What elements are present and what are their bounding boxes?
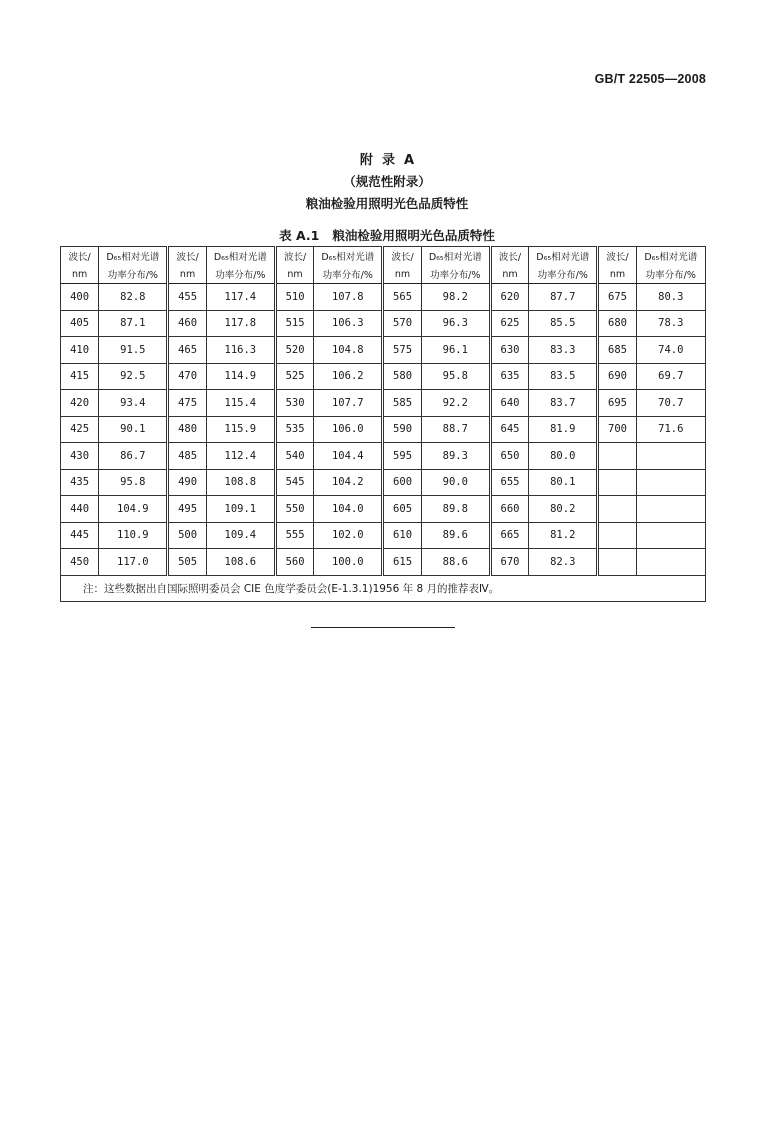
table-note-row [61,575,706,601]
spd-value-cell: 83.7 [529,390,598,417]
spd-value-cell: 87.7 [529,284,598,311]
spd-value-cell: 104.2 [314,469,383,496]
spd-value-cell: 90.0 [421,469,490,496]
table-row [61,416,706,443]
table-row [61,549,706,576]
wavelength-cell: 425 [61,416,99,443]
end-rule [311,627,455,628]
spd-value-cell: 104.0 [314,496,383,523]
wavelength-cell: 460 [168,310,206,337]
table-row [61,390,706,417]
spd-value-cell: 70.7 [636,390,705,417]
spd-value-cell: 89.8 [421,496,490,523]
spd-value-cell: 95.8 [421,363,490,390]
wavelength-cell: 555 [275,522,313,549]
spd-value-cell [636,443,705,470]
spd-value-cell: 117.8 [206,310,275,337]
spd-value-cell: 112.4 [206,443,275,470]
wavelength-cell: 435 [61,469,99,496]
header-wavelength: 波长/ [490,247,528,266]
wavelength-cell: 525 [275,363,313,390]
spd-value-cell: 80.0 [529,443,598,470]
table-caption: 表 A.1 粮油检验用照明光色品质特性 [279,228,495,243]
wavelength-cell: 440 [61,496,99,523]
spd-value-cell: 78.3 [636,310,705,337]
annex-normative-label: （规范性附录） [343,174,431,189]
header-relative-spd: D₆₅相对光谱 [636,247,705,266]
header-relative-spd-unit: 功率分布/% [99,265,168,284]
wavelength-cell: 660 [490,496,528,523]
header-wavelength-unit: nm [490,265,528,284]
wavelength-cell: 695 [598,390,636,417]
wavelength-cell [598,522,636,549]
spd-value-cell: 93.4 [99,390,168,417]
wavelength-cell: 405 [61,310,99,337]
spd-value-cell: 89.6 [421,522,490,549]
spd-value-cell: 69.7 [636,363,705,390]
spd-value-cell: 96.3 [421,310,490,337]
spd-value-cell: 83.3 [529,337,598,364]
wavelength-cell: 610 [383,522,421,549]
table-row [61,284,706,311]
spd-value-cell: 108.8 [206,469,275,496]
wavelength-cell [598,549,636,576]
wavelength-cell: 605 [383,496,421,523]
header-relative-spd-unit: 功率分布/% [421,265,490,284]
header-wavelength: 波长/ [168,247,206,266]
spd-value-cell: 88.6 [421,549,490,576]
wavelength-cell: 465 [168,337,206,364]
spd-value-cell: 104.8 [314,337,383,364]
wavelength-cell: 510 [275,284,313,311]
header-relative-spd: D₆₅相对光谱 [99,247,168,266]
table-note: 注：这些数据出自国际照明委员会 CIE 色度学委员会(E-1.3.1)1956 年 8 月的推荐表Ⅳ。 [61,575,706,601]
spectral-power-table [60,246,706,602]
wavelength-cell: 625 [490,310,528,337]
wavelength-cell: 490 [168,469,206,496]
spd-value-cell: 81.2 [529,522,598,549]
wavelength-cell: 415 [61,363,99,390]
wavelength-cell: 400 [61,284,99,311]
wavelength-cell: 670 [490,549,528,576]
wavelength-cell: 630 [490,337,528,364]
spd-value-cell: 81.9 [529,416,598,443]
spd-value-cell: 74.0 [636,337,705,364]
spd-value-cell: 102.0 [314,522,383,549]
header-wavelength: 波长/ [275,247,313,266]
wavelength-cell: 600 [383,469,421,496]
spd-value-cell: 104.4 [314,443,383,470]
table-body [61,247,706,602]
spd-value-cell: 107.8 [314,284,383,311]
wavelength-cell: 595 [383,443,421,470]
spd-value-cell: 100.0 [314,549,383,576]
spd-value-cell: 82.3 [529,549,598,576]
table-header-row-top [61,247,706,266]
wavelength-cell: 485 [168,443,206,470]
wavelength-cell: 495 [168,496,206,523]
spd-value-cell: 115.9 [206,416,275,443]
table-row [61,337,706,364]
wavelength-cell: 550 [275,496,313,523]
wavelength-cell: 545 [275,469,313,496]
standard-code: GB/T 22505—2008 [594,72,706,86]
spd-value-cell: 108.6 [206,549,275,576]
wavelength-cell: 680 [598,310,636,337]
header-relative-spd: D₆₅相对光谱 [421,247,490,266]
spd-value-cell [636,549,705,576]
spd-value-cell: 82.8 [99,284,168,311]
spd-value-cell: 114.9 [206,363,275,390]
wavelength-cell: 520 [275,337,313,364]
spd-value-cell: 85.5 [529,310,598,337]
header-wavelength: 波长/ [598,247,636,266]
table-row [61,522,706,549]
spd-value-cell: 106.3 [314,310,383,337]
spd-value-cell [636,496,705,523]
wavelength-cell: 620 [490,284,528,311]
annex-title: 粮油检验用照明光色品质特性 [305,196,469,211]
wavelength-cell [598,443,636,470]
wavelength-cell: 535 [275,416,313,443]
spd-value-cell: 107.7 [314,390,383,417]
wavelength-cell: 470 [168,363,206,390]
table-row [61,310,706,337]
header-relative-spd-unit: 功率分布/% [206,265,275,284]
spd-value-cell: 88.7 [421,416,490,443]
wavelength-cell: 570 [383,310,421,337]
wavelength-cell: 635 [490,363,528,390]
header-wavelength-unit: nm [598,265,636,284]
header-wavelength-unit: nm [383,265,421,284]
wavelength-cell: 685 [598,337,636,364]
spd-value-cell: 80.2 [529,496,598,523]
spd-value-cell: 95.8 [99,469,168,496]
header-wavelength-unit: nm [61,265,99,284]
wavelength-cell: 480 [168,416,206,443]
spd-value-cell: 86.7 [99,443,168,470]
header-wavelength-unit: nm [168,265,206,284]
spd-value-cell: 92.2 [421,390,490,417]
wavelength-cell: 500 [168,522,206,549]
spd-value-cell: 109.1 [206,496,275,523]
wavelength-cell: 505 [168,549,206,576]
spd-value-cell: 115.4 [206,390,275,417]
spd-value-cell: 109.4 [206,522,275,549]
header-relative-spd: D₆₅相对光谱 [529,247,598,266]
wavelength-cell: 565 [383,284,421,311]
header-relative-spd-unit: 功率分布/% [314,265,383,284]
spd-value-cell: 110.9 [99,522,168,549]
wavelength-cell [598,469,636,496]
spd-value-cell: 71.6 [636,416,705,443]
wavelength-cell: 430 [61,443,99,470]
spd-value-cell: 117.0 [99,549,168,576]
table-header-row-bottom [61,265,706,284]
header-relative-spd: D₆₅相对光谱 [206,247,275,266]
table-row [61,496,706,523]
spd-value-cell: 104.9 [99,496,168,523]
wavelength-cell: 575 [383,337,421,364]
spd-value-cell: 80.3 [636,284,705,311]
annex-label: 附 录 A [359,153,415,168]
table-row [61,469,706,496]
wavelength-cell: 640 [490,390,528,417]
wavelength-cell: 665 [490,522,528,549]
spd-value-cell: 91.5 [99,337,168,364]
spd-value-cell [636,522,705,549]
spd-value-cell: 83.5 [529,363,598,390]
header-relative-spd: D₆₅相对光谱 [314,247,383,266]
header-relative-spd-unit: 功率分布/% [636,265,705,284]
wavelength-cell: 445 [61,522,99,549]
wavelength-cell: 530 [275,390,313,417]
wavelength-cell: 645 [490,416,528,443]
spd-value-cell: 87.1 [99,310,168,337]
wavelength-cell: 650 [490,443,528,470]
wavelength-cell: 615 [383,549,421,576]
wavelength-cell: 700 [598,416,636,443]
wavelength-cell: 420 [61,390,99,417]
spd-value-cell: 89.3 [421,443,490,470]
spd-value-cell: 116.3 [206,337,275,364]
wavelength-cell: 540 [275,443,313,470]
spd-value-cell: 80.1 [529,469,598,496]
spd-value-cell [636,469,705,496]
header-wavelength: 波长/ [383,247,421,266]
wavelength-cell: 675 [598,284,636,311]
wavelength-cell [598,496,636,523]
wavelength-cell: 450 [61,549,99,576]
spd-value-cell: 90.1 [99,416,168,443]
table-row [61,443,706,470]
wavelength-cell: 475 [168,390,206,417]
spd-value-cell: 106.0 [314,416,383,443]
wavelength-cell: 455 [168,284,206,311]
header-wavelength: 波长/ [61,247,99,266]
table-row [61,363,706,390]
header-relative-spd-unit: 功率分布/% [529,265,598,284]
wavelength-cell: 515 [275,310,313,337]
wavelength-cell: 655 [490,469,528,496]
wavelength-cell: 410 [61,337,99,364]
wavelength-cell: 585 [383,390,421,417]
spd-value-cell: 98.2 [421,284,490,311]
wavelength-cell: 580 [383,363,421,390]
wavelength-cell: 590 [383,416,421,443]
spd-value-cell: 117.4 [206,284,275,311]
wavelength-cell: 690 [598,363,636,390]
spd-value-cell: 92.5 [99,363,168,390]
header-wavelength-unit: nm [275,265,313,284]
wavelength-cell: 560 [275,549,313,576]
spd-value-cell: 96.1 [421,337,490,364]
spd-value-cell: 106.2 [314,363,383,390]
